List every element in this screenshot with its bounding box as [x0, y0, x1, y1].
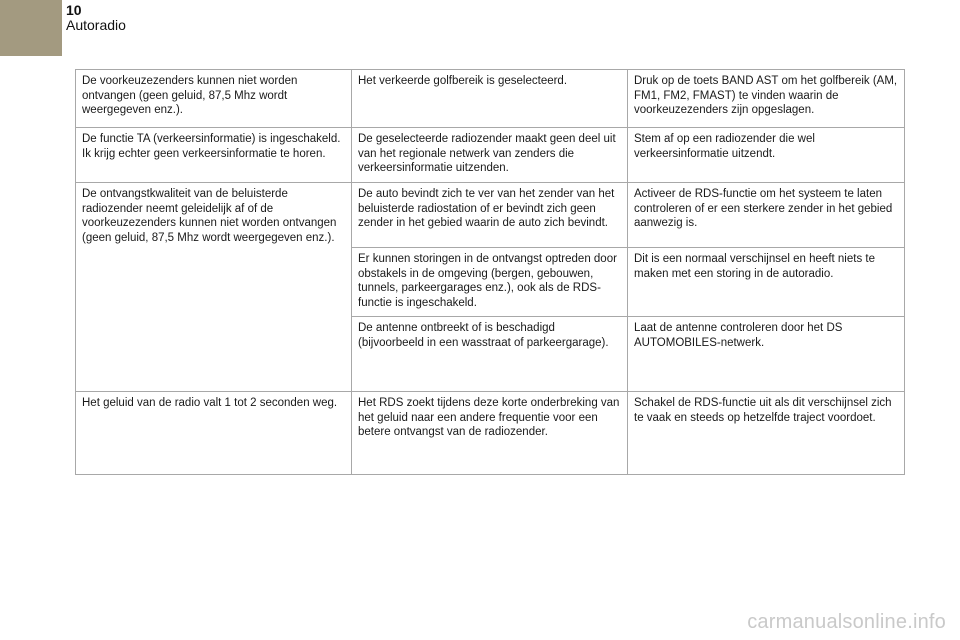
table-row	[76, 183, 905, 248]
page-number: 10	[66, 2, 82, 18]
solution-cell: Dit is een normaal verschijnsel en heeft niets te maken met een storing in de autoradio.	[628, 248, 905, 317]
cause-cell: De geselecteerde radiozender maakt geen deel uit van het regionale netwerk van zenders die verkeersinformatie uitzenden.	[352, 128, 628, 183]
table-row	[76, 70, 905, 128]
cause-cell: De antenne ontbreekt of is beschadigd (bijvoorbeeld in een wasstraat of parkeergarage).	[352, 317, 628, 392]
question-cell: Het geluid van de radio valt 1 tot 2 seconden weg.	[76, 392, 352, 475]
solution-cell: Schakel de RDS-functie uit als dit verschijnsel zich te vaak en steeds op hetzelfde traject voordoet.	[628, 392, 905, 475]
table-row	[76, 392, 905, 475]
solution-cell: Activeer de RDS-functie om het systeem te laten controleren of er een sterkere zender in het gebied aanwezig is.	[628, 183, 905, 248]
solution-cell: Druk op de toets BAND AST om het golfbereik (AM, FM1, FM2, FMAST) te vinden waarin de voorkeuzezenders zijn opgeslagen.	[628, 70, 905, 128]
solution-cell: Laat de antenne controleren door het DS AUTOMOBILES-netwerk.	[628, 317, 905, 392]
question-cell: De voorkeuzezenders kunnen niet worden ontvangen (geen geluid, 87,5 Mhz wordt weergegeven enz.).	[76, 70, 352, 128]
cause-cell: Er kunnen storingen in de ontvangst optreden door obstakels in de omgeving (bergen, gebouwen, tunnels, parkeergarages enz.), ook als de RDS-functie is ingeschakeld.	[352, 248, 628, 317]
troubleshooting-table	[75, 69, 905, 475]
table-row	[76, 128, 905, 183]
section-title: Autoradio	[66, 17, 126, 33]
cause-cell: Het verkeerde golfbereik is geselecteerd.	[352, 70, 628, 128]
solution-cell: Stem af op een radiozender die wel verkeersinformatie uitzendt.	[628, 128, 905, 183]
question-cell: De functie TA (verkeersinformatie) is ingeschakeld. Ik krijg echter geen verkeersinformatie te horen.	[76, 128, 352, 183]
question-cell: De ontvangstkwaliteit van de beluisterde radiozender neemt geleidelijk af of de voorkeuzezenders kunnen niet worden ontvangen (geen geluid, 87,5 Mhz wordt weergegeven enz.).	[76, 183, 352, 392]
watermark: carmanualsonline.info	[747, 611, 946, 633]
cause-cell: De auto bevindt zich te ver van het zender van het beluisterde radiostation of er bevindt zich geen zender in het gebied waarin de auto zich bevindt.	[352, 183, 628, 248]
cause-cell: Het RDS zoekt tijdens deze korte onderbreking van het geluid naar een andere frequentie voor een betere ontvangst van de radiozender.	[352, 392, 628, 475]
chapter-tab-block	[0, 0, 62, 56]
